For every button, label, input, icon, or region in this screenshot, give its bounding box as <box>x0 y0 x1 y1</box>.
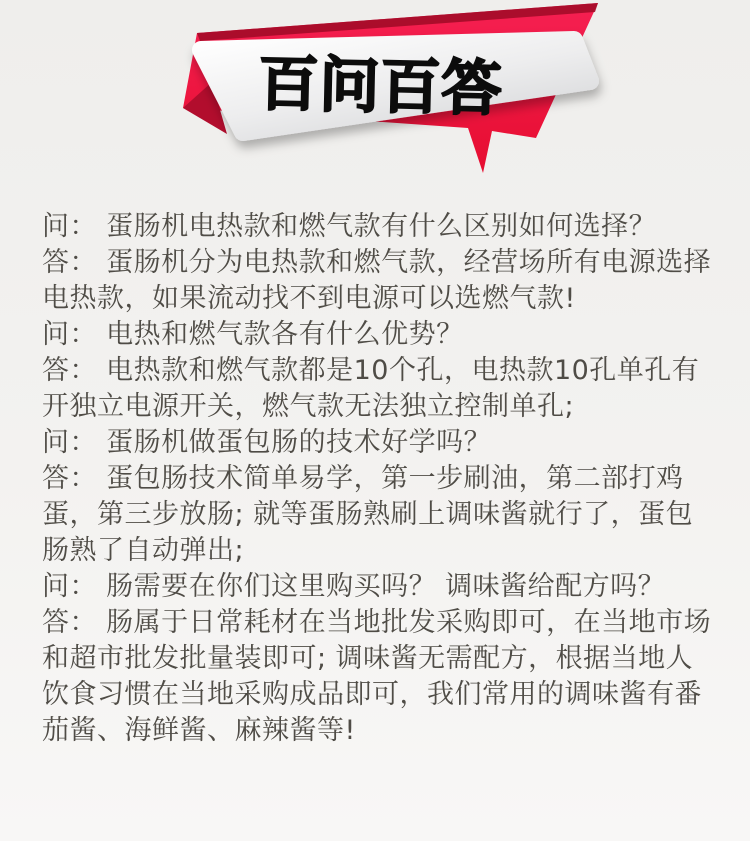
faq-answer: 答： 电热款和燃气款都是10个孔，电热款10孔单孔有开独立电源开关，燃气款无法独立控制单孔; <box>42 355 700 422</box>
faq-answer: 答： 蛋包肠技术简单易学，第一步刷油，第二部打鸡蛋，第三步放肠; 就等蛋肠熟刷上调味酱就行了，蛋包肠熟了自动弹出; <box>42 463 694 566</box>
faq-banner <box>0 0 750 195</box>
faq-question: 问： 蛋肠机电热款和燃气款有什么区别如何选择？ <box>42 211 657 242</box>
banner-title: 百问百答 <box>257 49 504 125</box>
faq-question: 问： 肠需要在你们这里购买吗？ 调味酱给配方吗？ <box>42 571 666 602</box>
faq-answer: 答： 肠属于日常耗材在当地批发采购即可，在当地市场和超市批发批量装即可; 调味酱无需配方，根据当地人饮食习惯在当地采购成品即可，我们常用的调味酱有番茄酱、海鲜酱、麻辣酱等! <box>42 607 712 746</box>
faq-banner-graphic <box>0 0 750 195</box>
faq-question: 问： 电热和燃气款各有什么优势？ <box>42 319 464 350</box>
faq-text-section <box>42 209 718 749</box>
faq-answer: 答： 蛋肠机分为电热款和燃气款，经营场所有电源选择电热款，如果流动找不到电源可以选燃气款! <box>42 247 712 314</box>
faq-question: 问： 蛋肠机做蛋包肠的技术好学吗？ <box>42 427 492 458</box>
